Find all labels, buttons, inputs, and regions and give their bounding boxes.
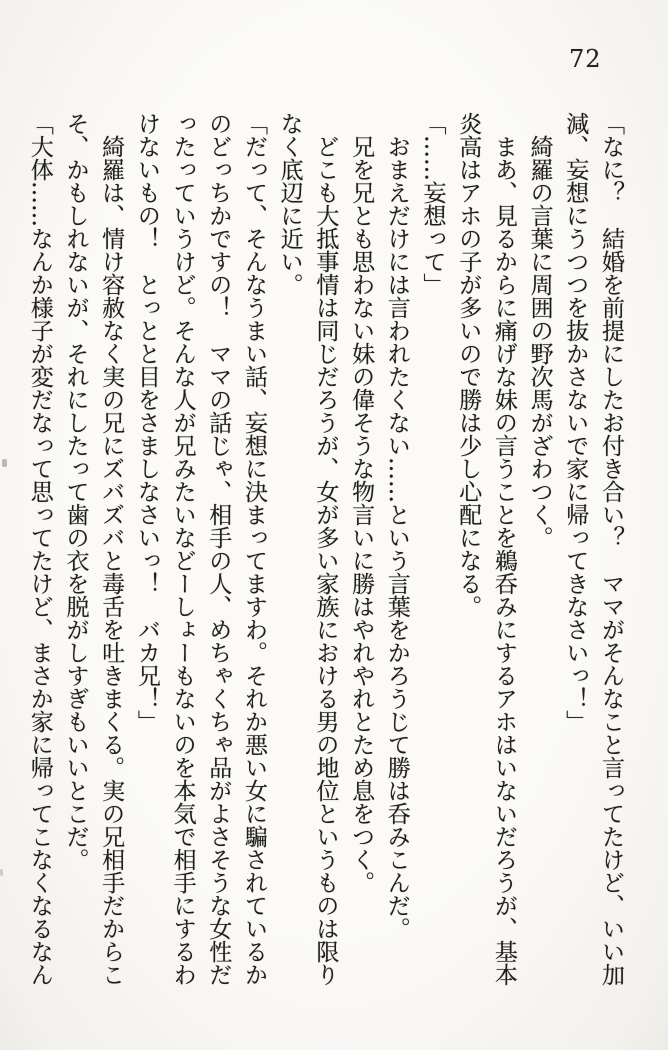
text-line-16: そ、かもしれないが、それにしたって歯の衣を脱がしすぎもいいとこだ。 (62, 112, 89, 871)
scan-artifact (2, 459, 7, 467)
text-line-5: 炎高はアホの子が多いので勝は少し心配になる。 (455, 112, 482, 618)
text-line-12: のどっちかですの！ ママの話じゃ、相手の人、めちゃくちゃ品がよさそうな女性だ (205, 112, 232, 986)
text-line-7: おまえだけには言われたくない……という言葉をかろうじて勝は呑みこんだ。 (383, 112, 410, 940)
text-line-1: 「なに？ 結婚を前提にしたお付き合い？ ママがそんなこと言ってたけど、いい加 (598, 112, 624, 986)
text-line-14: けないもの！ とっとと目をさましなさいっ！ バカ兄！」 (133, 112, 160, 733)
page-number: 72 (569, 45, 602, 73)
text-line-9: どこも大抵事情は同じだろうが、女が多い家族における男の地位というものは限り (312, 112, 339, 986)
text-line-4: まあ、見るからに痛げな妹の言うことを鵜呑みにするアホはいないだろうが、基本 (490, 112, 517, 986)
text-line-2: 減、妄想にうつつを抜かさないで家に帰ってきなさいっ！」 (562, 112, 589, 733)
text-line-10: なく底辺に近い。 (276, 112, 303, 296)
text-line-17: 「大体……なんか様子が変だなって思ってたけど、まさか家に帰ってこなくなるなん (26, 112, 53, 986)
text-block (20, 112, 628, 992)
text-line-11: 「だって、そんなうまい話、妄想に決まってますわ。それか悪い女に騙されているか (240, 112, 267, 986)
text-line-13: ったっていうけど。そんな人が兄みたいなどーしょーもないのを本気で相手にするわ (169, 112, 196, 986)
text-line-8: 兄を兄とも思わない妹の偉そうな物言いに勝はやれやれとため息をつく。 (348, 112, 375, 894)
text-line-15: 綺羅は、情け容赦なく実の兄にズバズバと毒舌を吐きまくる。実の兄相手だからこ (98, 112, 125, 986)
scan-artifact (0, 869, 3, 876)
text-line-6: 「……妄想って」 (419, 112, 446, 296)
text-line-3: 綺羅の言葉に周囲の野次馬がざわつく。 (526, 112, 553, 549)
